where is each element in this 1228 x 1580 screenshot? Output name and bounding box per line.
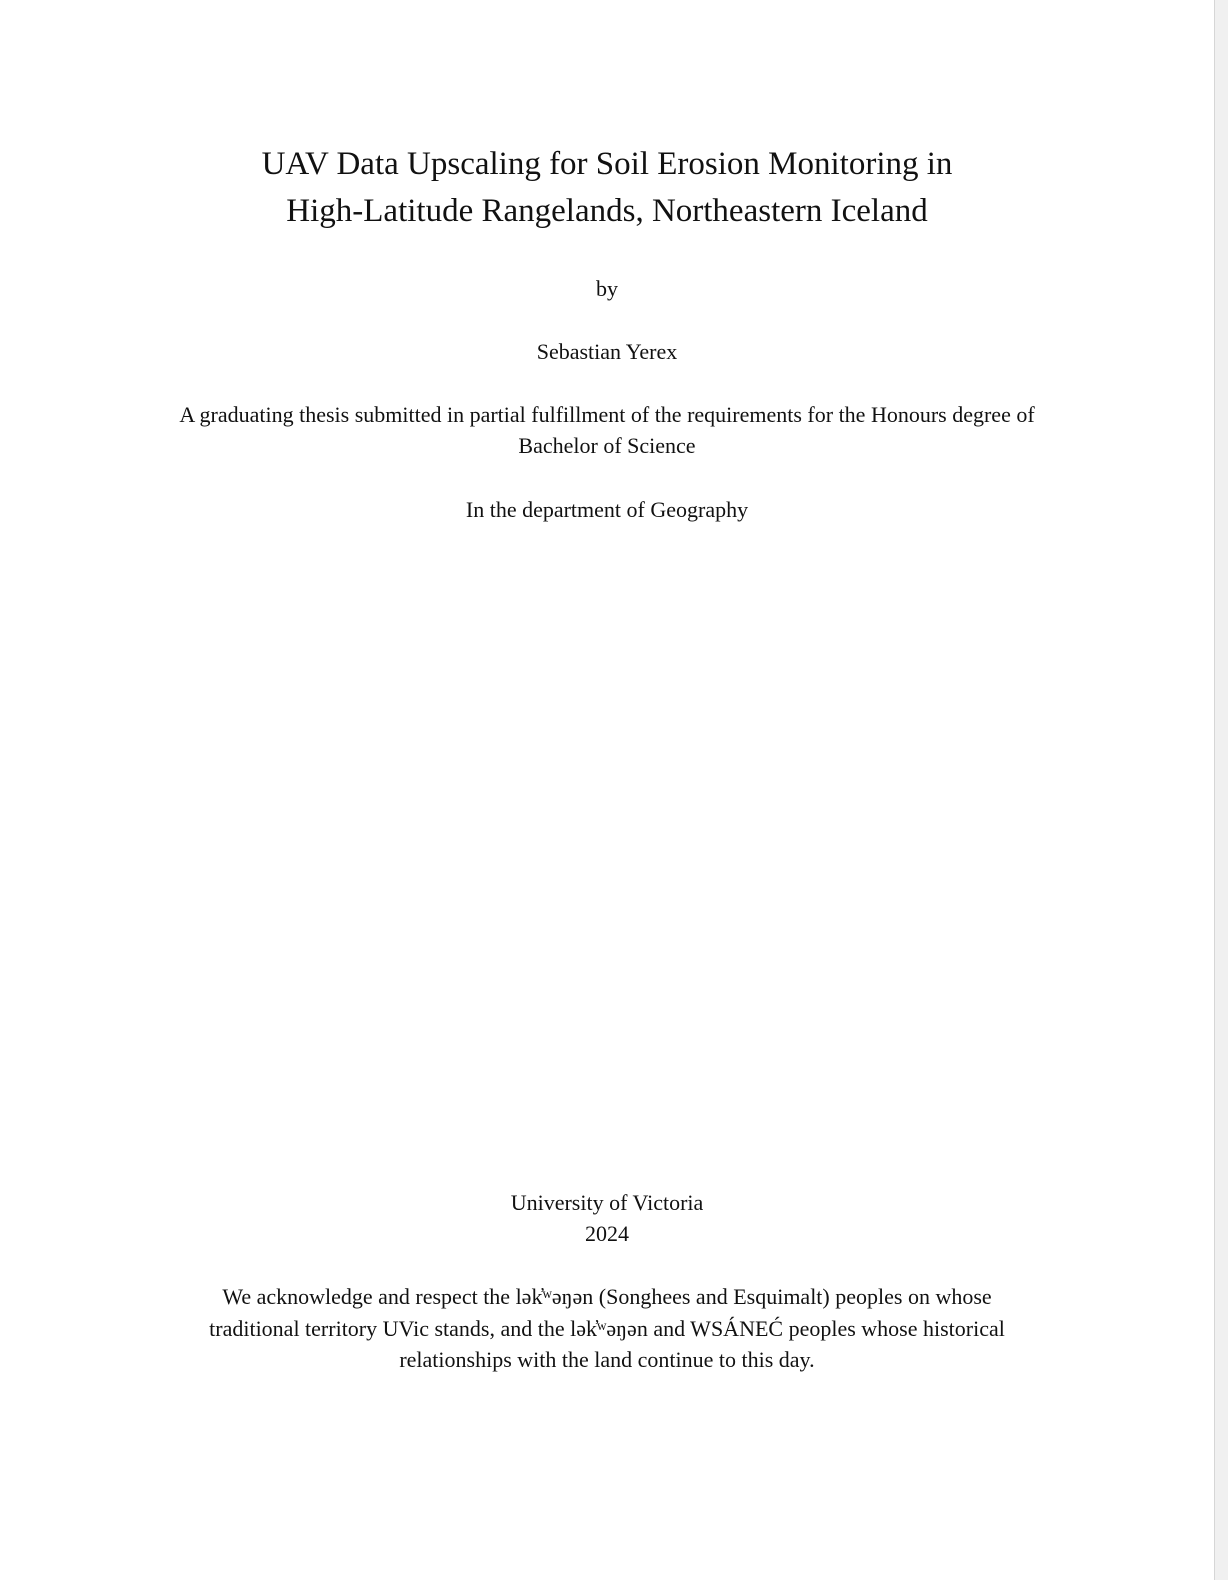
viewer-scrollbar-gutter[interactable] <box>1214 0 1228 1580</box>
byline: by <box>596 276 618 301</box>
submission-statement-line-1: A graduating thesis submitted in partial fulfillment of the requirements for the Honours degree of <box>179 402 1035 427</box>
submission-statement-line-2: Bachelor of Science <box>518 433 696 458</box>
thesis-title-line-1: UAV Data Upscaling for Soil Erosion Monitoring in <box>261 146 953 182</box>
land-acknowledgement-line-3: relationships with the land continue to this day. <box>399 1347 815 1372</box>
year: 2024 <box>585 1221 629 1246</box>
land-acknowledgement-line-1: We acknowledge and respect the lək̓ʷəŋən (Songhees and Esquimalt) peoples on whose <box>222 1284 992 1309</box>
author-name: Sebastian Yerex <box>536 339 678 364</box>
institution: University of Victoria <box>510 1190 704 1215</box>
department: In the department of Geography <box>465 497 749 522</box>
thesis-title-line-2: High-Latitude Rangelands, Northeastern Iceland <box>286 193 928 229</box>
land-acknowledgement-line-2: traditional territory UVic stands, and the lək̓ʷəŋən and WSÁNEĆ peoples whose historical <box>209 1316 1005 1341</box>
